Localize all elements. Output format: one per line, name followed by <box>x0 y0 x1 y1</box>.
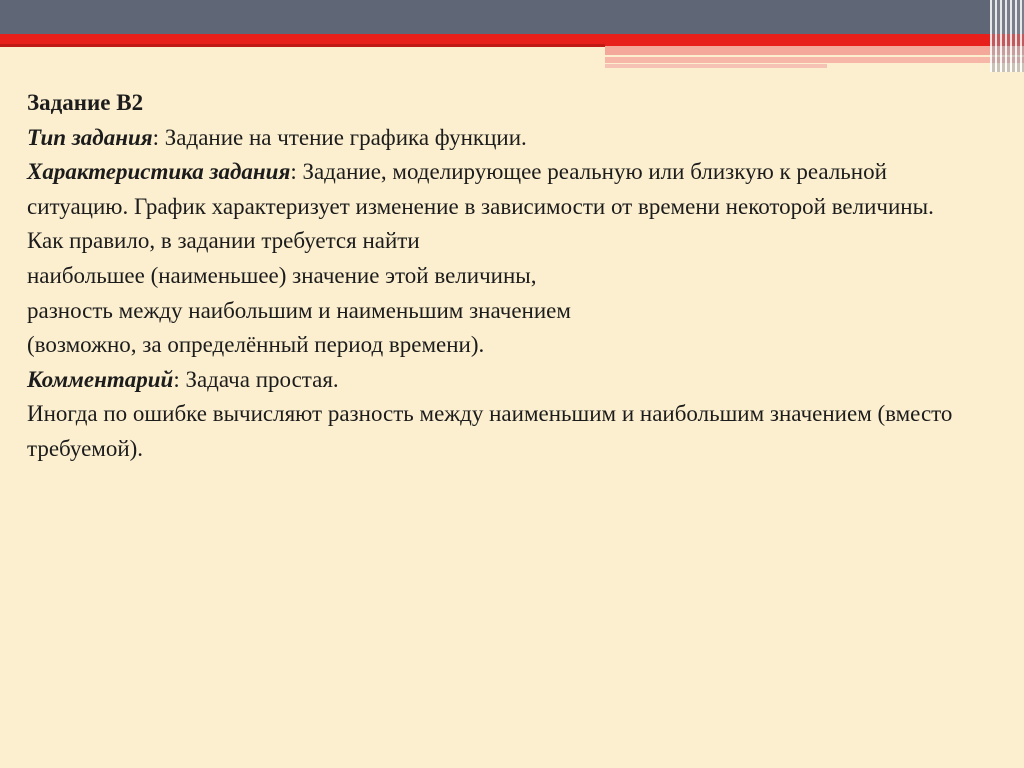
comment-text: : Задача простая. <box>173 366 339 392</box>
comment-label: Комментарий <box>27 366 174 392</box>
header-bar <box>0 0 1024 34</box>
rule-line: Как правило, в задании требуется найти <box>27 228 420 254</box>
red-accent-shadow <box>0 44 605 47</box>
task-type-label: Тип задания <box>27 124 153 150</box>
rule-line: наибольшее (наименьшее) значение этой величины, <box>27 262 537 288</box>
task-characteristic-label: Характеристика задания <box>27 159 291 185</box>
slide-body <box>27 86 967 467</box>
decorative-strip <box>605 46 1024 55</box>
slide-heading <box>27 86 967 121</box>
rule-line: разность между наибольшим и наименьшим значением <box>27 297 571 323</box>
decorative-strip <box>605 64 827 68</box>
rule-line: (возможно, за определённый период времени). <box>27 332 485 358</box>
task-type-text: : Задание на чтение графика функции. <box>152 124 527 150</box>
decorative-strip <box>605 57 1024 63</box>
task-title: Задание B2 <box>27 90 144 115</box>
note-paragraph: Иногда по ошибке вычисляют разность между наименьшим и наибольшим значением (вместо требуемой). <box>27 401 953 461</box>
task-characteristic-paragraph <box>27 155 967 224</box>
task-type-line <box>27 121 967 156</box>
comment-line <box>27 363 967 398</box>
decorative-stripes <box>990 0 1024 72</box>
task-characteristic-text: : Задание, моделирующее реальную или близкую к реальной ситуацию. График характеризует изменение в зависимости от времени некоторой величины. <box>27 159 934 219</box>
